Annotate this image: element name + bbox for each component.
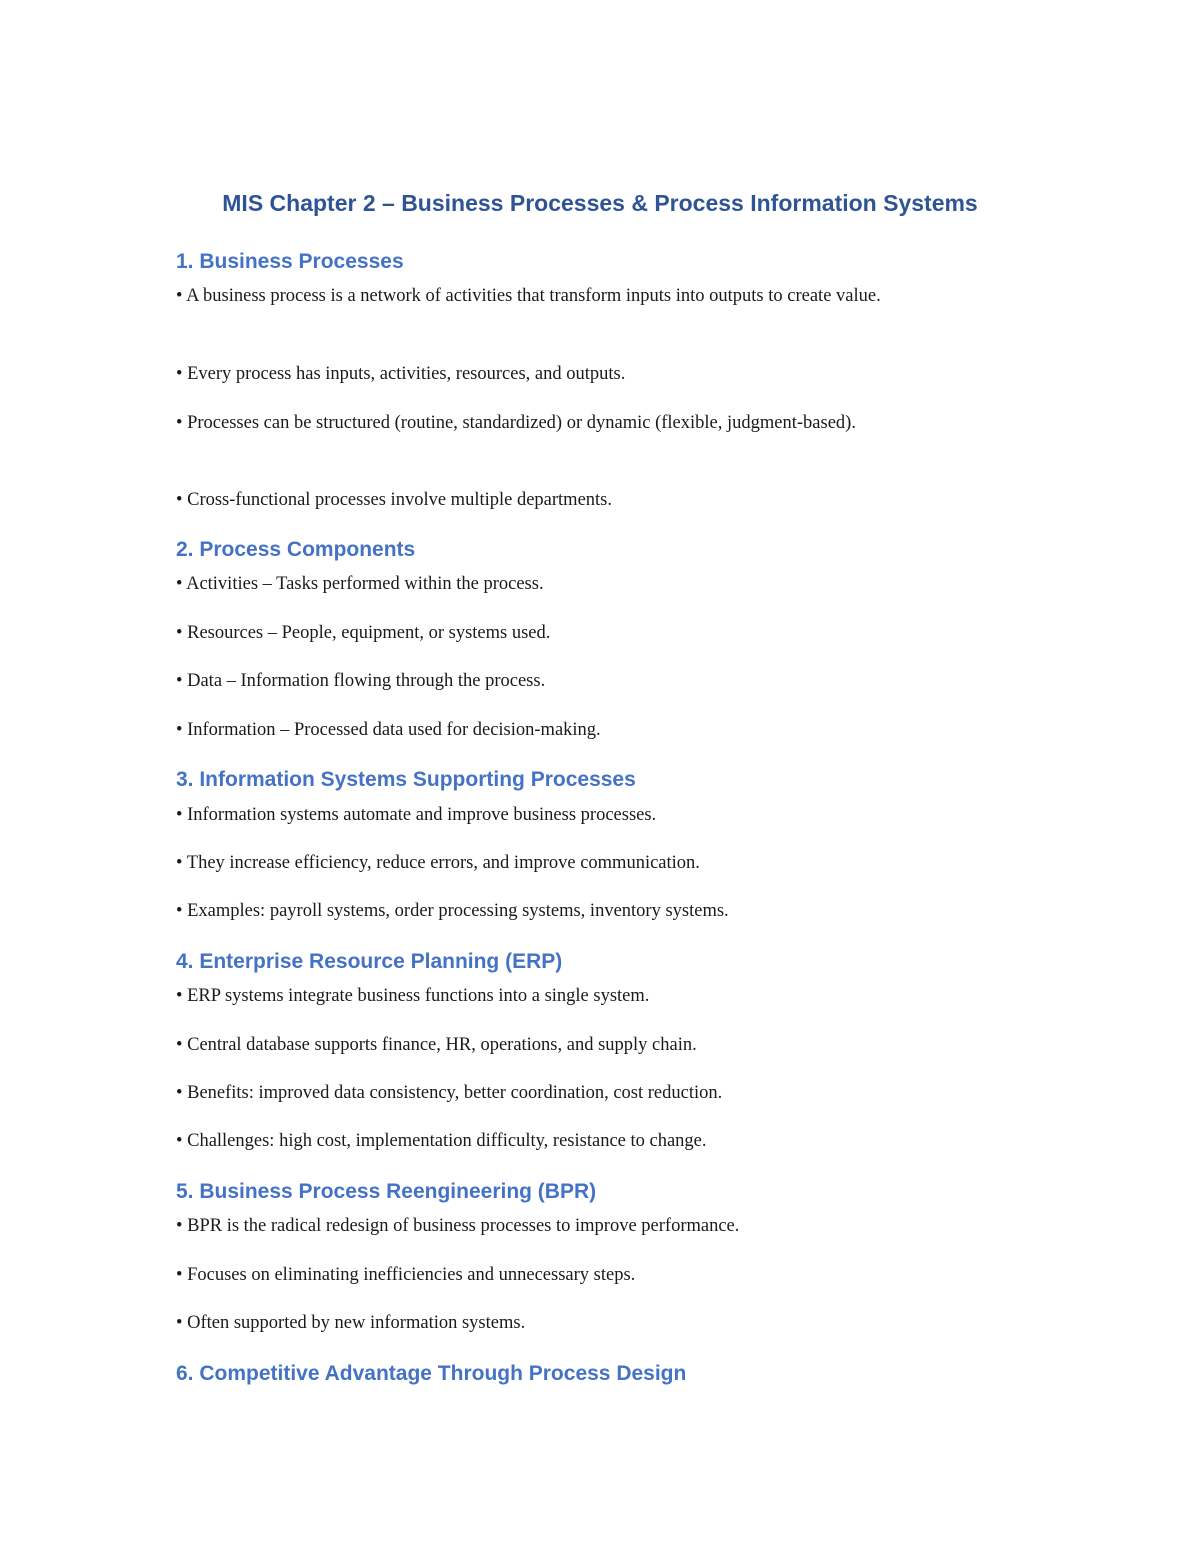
section-heading-competitive-advantage: 6. Competitive Advantage Through Process Design [176,1362,687,1385]
bullet-item: • Examples: payroll systems, order processing systems, inventory systems. [176,901,729,921]
section-heading-process-components: 2. Process Components [176,538,416,561]
bullet-item: • Cross-functional processes involve multiple departments. [176,490,612,510]
bullet-item: • Challenges: high cost, implementation difficulty, resistance to change. [176,1131,707,1151]
bullet-item: • Every process has inputs, activities, resources, and outputs. [176,364,626,384]
bullet-item: • Activities – Tasks performed within the process. [176,574,544,594]
bullet-item: • A business process is a network of activities that transform inputs into outputs to create value. [176,286,881,306]
bullet-item: • Focuses on eliminating inefficiencies and unnecessary steps. [176,1265,636,1285]
section-heading-erp: 4. Enterprise Resource Planning (ERP) [176,950,563,973]
bullet-item: • BPR is the radical redesign of business processes to improve performance. [176,1216,740,1236]
bullet-item: • Central database supports finance, HR, operations, and supply chain. [176,1035,697,1055]
bullet-item: • ERP systems integrate business functions into a single system. [176,986,650,1006]
bullet-item: • Data – Information flowing through the process. [176,671,546,691]
bullet-item: • Processes can be structured (routine, standardized) or dynamic (flexible, judgment-based). [176,413,856,433]
section-heading-business-processes: 1. Business Processes [176,250,404,273]
section-heading-information-systems: 3. Information Systems Supporting Processes [176,768,636,791]
document-title: MIS Chapter 2 – Business Processes & Process Information Systems [222,190,978,216]
bullet-item: • They increase efficiency, reduce errors, and improve communication. [176,853,700,873]
bullet-item: • Often supported by new information systems. [176,1313,526,1333]
bullet-item: • Benefits: improved data consistency, better coordination, cost reduction. [176,1083,723,1103]
bullet-item: • Information – Processed data used for decision-making. [176,720,601,740]
section-heading-bpr: 5. Business Process Reengineering (BPR) [176,1180,597,1203]
bullet-item: • Resources – People, equipment, or systems used. [176,623,551,643]
bullet-item: • Information systems automate and improve business processes. [176,805,657,825]
